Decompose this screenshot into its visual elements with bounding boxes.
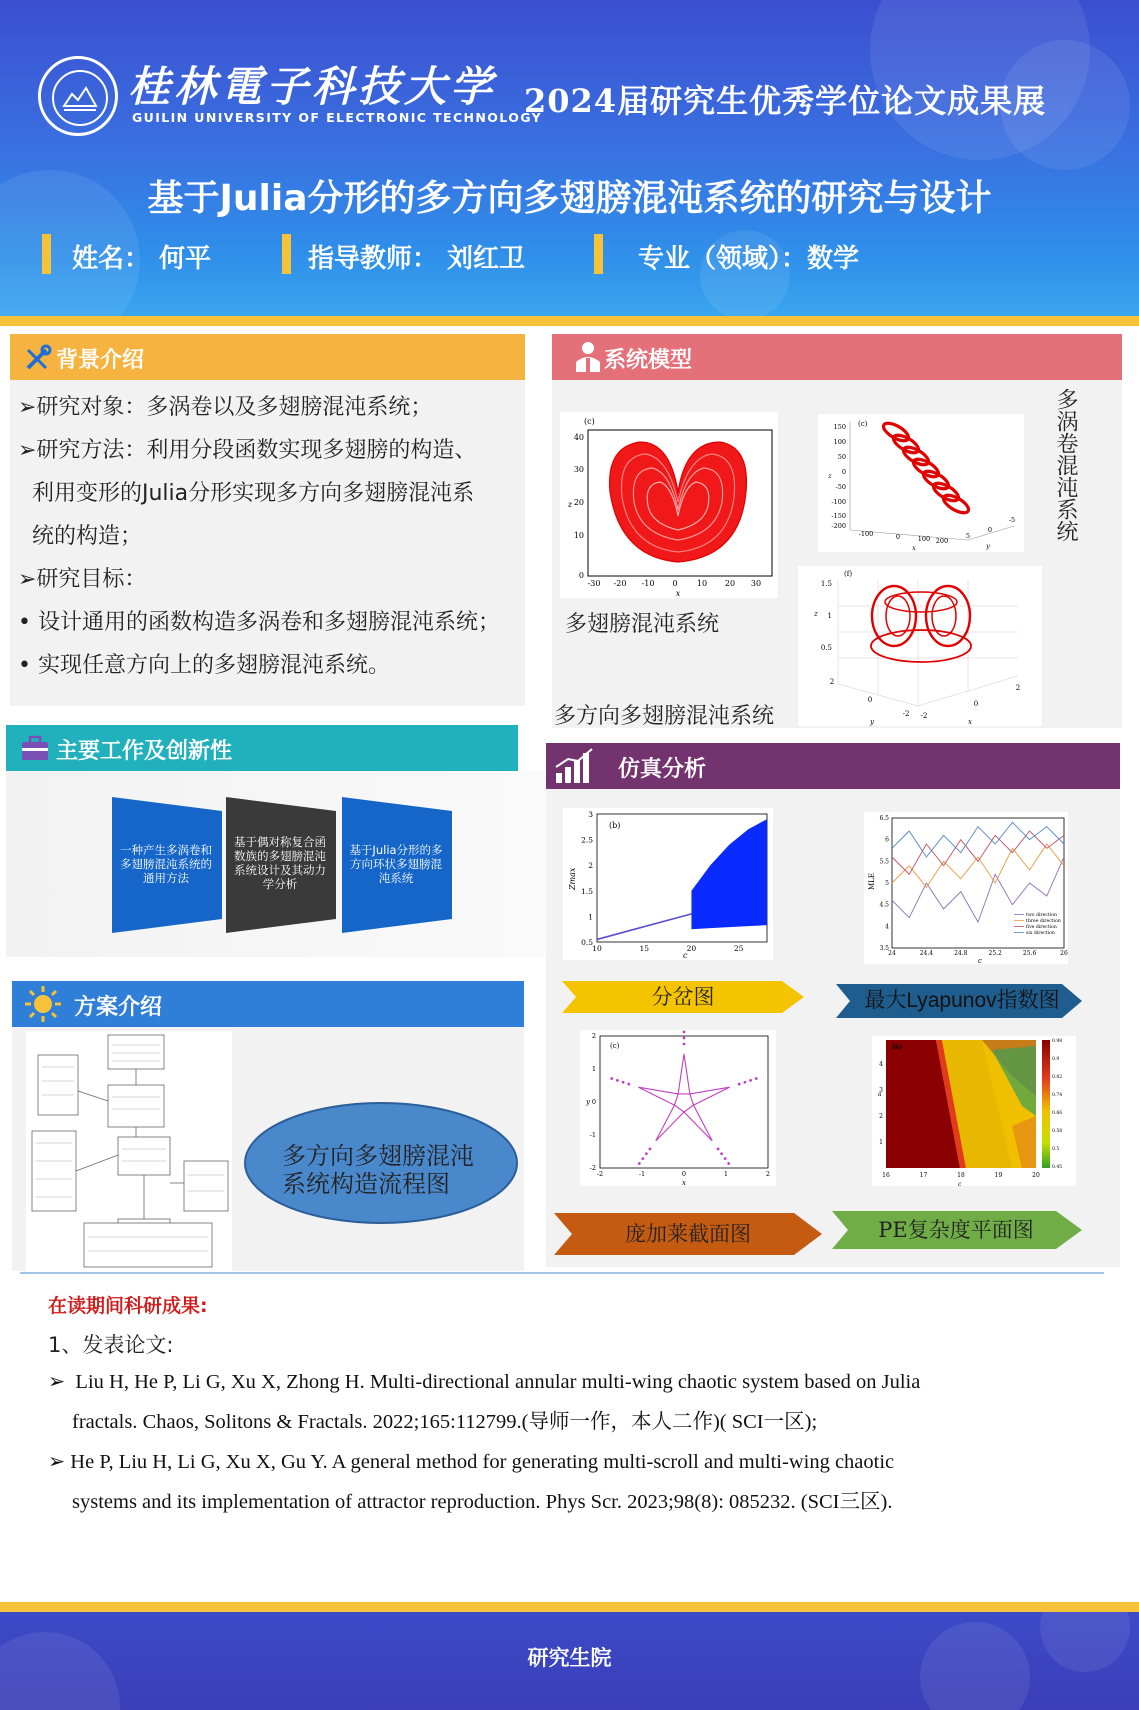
lyapunov-series	[892, 844, 1064, 887]
poincare-point	[724, 1158, 726, 1160]
flow-caption: 多方向多翅膀混沌系统构造流程图	[282, 1142, 474, 1198]
work-box-2: 基于偶对称复合函数族的多翅膀混沌系统设计及其动力学分析	[234, 835, 326, 891]
sun-icon	[24, 985, 62, 1023]
sim-title: 仿真分析	[618, 757, 707, 782]
poincare-chart	[580, 1030, 776, 1186]
poincare-arm	[638, 1087, 678, 1105]
z-tick: 150	[833, 423, 846, 431]
x-tick: 25.2	[988, 950, 1002, 957]
z-label: z	[828, 472, 832, 480]
poincare-point	[750, 1079, 752, 1081]
y-tick: 3	[588, 810, 593, 819]
x-tick: 24	[888, 950, 896, 957]
multiwing-plot	[560, 412, 778, 598]
y-tick: -2	[902, 710, 910, 718]
footer-text: 研究生院	[527, 1646, 612, 1670]
y-tick: 2	[591, 1032, 596, 1040]
y-tick: 40	[573, 433, 584, 442]
footer-divider	[0, 1602, 1139, 1612]
lyapunov-chart	[864, 812, 1068, 964]
x-tick: 25	[733, 944, 744, 953]
colorbar-tick: 0.5	[1052, 1147, 1060, 1152]
plot-label: (c)	[858, 420, 868, 428]
poincare-arm	[678, 1054, 690, 1094]
background-title: 背景介绍	[56, 348, 145, 373]
x-tick: 200	[935, 537, 949, 545]
legend-entry: two direction	[1026, 913, 1057, 918]
university-logo-inner	[52, 70, 108, 126]
major-marker	[594, 234, 603, 274]
x-tick: 17	[919, 1172, 928, 1179]
x-tick: 2	[1015, 684, 1021, 692]
x-tick: 0	[672, 579, 678, 588]
background-panel	[10, 380, 525, 706]
multiscroll-caption: 多涡卷混沌系统	[1053, 388, 1078, 542]
pe-label: PE复杂度平面图	[878, 1218, 1034, 1242]
poincare-point	[721, 1153, 723, 1155]
background-line: • 设计通用的函数构造多涡卷和多翅膀混沌系统；	[18, 610, 500, 635]
x-label: c	[978, 957, 982, 964]
lyapunov-series	[892, 831, 1064, 874]
poincare-svg	[580, 1030, 776, 1186]
achievements-subtitle: 1、发表论文:	[48, 1333, 174, 1357]
users-icon	[572, 340, 604, 374]
x-tick: 10	[592, 944, 602, 953]
x-tick: 2	[765, 1170, 771, 1178]
y-tick: 2.5	[581, 835, 593, 845]
y-tick: 5.5	[879, 858, 889, 866]
attractor-trajectory	[610, 442, 747, 562]
y-tick: 1	[591, 1065, 596, 1073]
y-tick: 0	[987, 526, 993, 534]
background-line: ➢研究对象：多涡卷以及多翅膀混沌系统；	[18, 395, 433, 420]
work-box-3: 基于Julia分形的多方向环状多翅膀混沌系统	[349, 843, 443, 885]
plot-label: (c)	[584, 417, 595, 426]
poincare-point	[728, 1163, 730, 1165]
y-tick: -2	[589, 1164, 596, 1172]
lyapunov-label: 最大Lyapunov指数图	[864, 989, 1060, 1012]
poincare-point	[717, 1148, 719, 1150]
z-tick: 100	[833, 438, 846, 446]
background-header	[10, 334, 525, 380]
briefcase-icon	[20, 734, 50, 762]
x-tick: 20	[1032, 1172, 1040, 1179]
multiwing-caption: 多翅膀混沌系统	[565, 612, 720, 637]
poincare-point	[642, 1158, 644, 1160]
x-tick: 1	[723, 1170, 729, 1178]
y-tick: 5	[965, 532, 971, 540]
poincare-point	[755, 1078, 757, 1080]
bifurcation-chart	[563, 808, 773, 960]
y-tick: 5	[885, 880, 889, 887]
bifurcation-label: 分岔图	[651, 985, 715, 1009]
header-divider	[0, 316, 1139, 326]
poincare-arm	[656, 1105, 684, 1141]
poincare-point	[617, 1079, 619, 1081]
x-tick: -1	[638, 1170, 646, 1178]
poincare-arm	[690, 1087, 730, 1105]
x-tick: -20	[613, 579, 627, 588]
x-label: x	[968, 718, 972, 726]
background-line: ➢研究目标：	[18, 567, 147, 592]
z-label: z	[814, 610, 818, 618]
x-tick: 19	[994, 1172, 1003, 1179]
multidirection-attractor	[798, 566, 1042, 726]
x-tick: 100	[917, 535, 931, 543]
work-box-1: 一种产生多涡卷和多翅膀混沌系统的通用方法	[120, 843, 212, 885]
z-tick: -200	[831, 522, 846, 530]
y-tick: 0.5	[581, 938, 593, 947]
x-tick: 24.8	[954, 950, 968, 957]
university-name-cn: 桂林電子科技大学	[128, 62, 497, 111]
y-tick: 20	[573, 498, 584, 507]
y-tick: 2	[829, 678, 835, 686]
poincare-point	[744, 1081, 746, 1083]
major: 专业（领域）：数学	[638, 244, 860, 274]
z-tick: 1.5	[820, 580, 832, 588]
y-label: z	[567, 500, 573, 509]
chart-label: (b)	[609, 821, 621, 830]
x-label: x	[912, 544, 916, 552]
name-marker	[42, 234, 51, 274]
advisor-marker	[282, 234, 291, 274]
x-tick: 24.4	[919, 950, 934, 957]
y-label: y	[870, 718, 874, 726]
poincare-point	[738, 1083, 740, 1085]
poincare-point	[645, 1153, 647, 1155]
bifurcation-series-2	[691, 819, 767, 929]
multidirection-trajectory	[871, 586, 971, 662]
z-tick: -50	[835, 483, 846, 491]
legend-entry: three direction	[1026, 919, 1061, 924]
university-name-en: GUILIN UNIVERSITY OF ELECTRONIC TECHNOLOGY	[132, 110, 543, 125]
y-tick: 10	[573, 531, 584, 540]
reference-1-line-1: ➢ Liu H, He P, Li G, Xu X, Zhong H. Multi-directional annular multi-wing chaotic system based on Julia	[48, 1371, 921, 1393]
reference-2-line-2: systems and its implementation of attractor reproduction. Phys Scr. 2023;98(8): 085232. (SCI三区).	[72, 1491, 893, 1513]
logo-emblem-icon	[54, 72, 106, 124]
x-tick: 20	[724, 579, 736, 588]
plot-label: (f)	[844, 570, 853, 578]
multiscroll-plot	[818, 414, 1024, 552]
scroll-rings	[881, 420, 971, 516]
model-title: 系统模型	[604, 348, 693, 373]
reference-1-line-2: fractals. Chaos, Solitons & Fractals. 2022;165:112799.(导师一作，本人二作)( SCI一区);	[72, 1411, 818, 1433]
y-tick: -5	[1008, 516, 1016, 524]
y-tick: 1	[588, 912, 593, 922]
work-header	[6, 725, 518, 771]
poincare-point	[649, 1148, 651, 1150]
y-tick: 0	[591, 1098, 596, 1106]
lyapunov-svg	[864, 812, 1068, 964]
legend-entry: six direction	[1026, 931, 1055, 936]
poincare-point	[611, 1078, 613, 1080]
y-label: a	[878, 1091, 882, 1098]
y-tick: 4	[879, 1061, 883, 1068]
x-tick: 26	[1060, 950, 1068, 957]
y-tick: 2	[879, 1113, 883, 1120]
achievements-title: 在读期间科研成果:	[48, 1295, 208, 1317]
y-tick: 6.5	[879, 815, 889, 822]
y-label: y	[586, 1098, 590, 1106]
legend-entry: five direction	[1026, 925, 1057, 930]
x-tick: 20	[686, 944, 697, 953]
poincare-arm	[684, 1105, 712, 1141]
chart-label: (b)	[892, 1044, 902, 1051]
x-tick: -30	[587, 579, 601, 588]
achievements-divider	[20, 1272, 1104, 1274]
z-tick: 0	[841, 468, 846, 476]
colorbar-tick: 0.45	[1052, 1165, 1063, 1170]
x-tick: 15	[639, 944, 649, 953]
colorbar	[1042, 1040, 1050, 1168]
advisor-name: 指导教师： 刘红卫	[308, 244, 526, 274]
x-tick: 10	[696, 579, 708, 588]
chart-label: (c)	[610, 1042, 620, 1050]
model-header	[552, 334, 1122, 380]
x-tick: -10	[641, 579, 655, 588]
flowchart-diagram	[26, 1031, 232, 1271]
y-label: MLE	[868, 873, 876, 890]
x-label: c	[958, 1181, 962, 1186]
z-tick: -100	[831, 498, 846, 506]
colorbar-tick: 0.58	[1052, 1129, 1063, 1134]
z-tick: 1	[827, 612, 832, 620]
colorbar-tick: 0.82	[1052, 1075, 1063, 1080]
background-line: ➢研究方法：利用分段函数实现多翅膀的构造、	[18, 438, 477, 463]
colorbar-tick: 0.9	[1052, 1057, 1060, 1062]
x-tick: 16	[882, 1172, 890, 1179]
multiwing-attractor	[560, 412, 778, 598]
y-label: Zmax	[568, 867, 577, 890]
colorbar-tick: 0.74	[1052, 1093, 1063, 1098]
poincare-point	[628, 1083, 630, 1085]
student-name: 姓名： 何平	[72, 244, 212, 274]
multiscroll-attractor	[818, 414, 1024, 552]
flowchart-image	[26, 1031, 232, 1271]
poincare-point	[622, 1081, 624, 1083]
x-tick: 0	[973, 700, 979, 708]
y-tick: 2	[588, 861, 593, 871]
bifurcation-series-1	[597, 914, 691, 940]
multidirection-caption: 多方向多翅膀混沌系统	[554, 704, 775, 729]
x-label: x	[675, 589, 681, 598]
y-tick: 0	[867, 696, 873, 704]
colorbar-tick: 0.98	[1052, 1039, 1063, 1044]
y-tick: 4.5	[879, 901, 889, 909]
bar-chart-icon	[554, 747, 596, 785]
background-line: • 实现任意方向上的多翅膀混沌系统。	[18, 653, 390, 678]
pe-svg	[872, 1036, 1076, 1186]
scheme-title: 方案介绍	[74, 995, 163, 1020]
scheme-header	[12, 981, 524, 1027]
poincare-point	[638, 1163, 640, 1165]
y-tick: 1.5	[581, 886, 593, 896]
y-tick: 4	[885, 923, 889, 931]
bifurcation-svg	[563, 808, 773, 960]
pe-chart	[872, 1036, 1076, 1186]
y-tick: 1	[879, 1139, 883, 1146]
poincare-point	[683, 1043, 685, 1045]
y-tick: 3	[879, 1087, 883, 1094]
x-tick: 25.6	[1022, 950, 1037, 957]
z-tick: 50	[837, 453, 846, 461]
x-tick: 0	[681, 1170, 687, 1178]
y-tick: 0	[578, 571, 584, 580]
background-line: 统的构造；	[18, 524, 142, 549]
colorbar-tick: 0.66	[1052, 1111, 1063, 1116]
work-title: 主要工作及创新性	[56, 739, 233, 764]
x-tick: -2	[596, 1170, 604, 1178]
sim-header	[546, 743, 1120, 789]
z-tick: -150	[831, 512, 846, 520]
z-tick: 0.5	[820, 644, 832, 652]
poincare-label: 庞加莱截面图	[625, 1222, 751, 1246]
x-tick: 30	[750, 579, 762, 588]
multidirection-plot	[798, 566, 1042, 726]
tools-icon	[24, 344, 52, 372]
y-tick: 30	[573, 465, 584, 474]
thesis-title: 基于Julia分形的多方向多翅膀混沌系统的研究与设计	[147, 178, 992, 219]
x-tick: 0	[895, 533, 901, 541]
x-tick: 18	[957, 1172, 965, 1179]
x-label: c	[683, 951, 688, 960]
y-tick: 6	[885, 836, 889, 844]
y-label: y	[986, 542, 990, 550]
poincare-point	[683, 1037, 685, 1039]
x-tick: -100	[858, 530, 874, 538]
x-tick: -2	[920, 712, 928, 720]
y-tick: 3.5	[879, 945, 889, 952]
x-label: x	[682, 1179, 686, 1186]
background-line: 利用变形的Julia分形实现多方向多翅膀混沌系	[18, 481, 475, 506]
exhibition-title: 2024届研究生优秀学位论文成果展	[524, 82, 1047, 120]
poincare-point	[683, 1031, 685, 1033]
y-tick: -1	[589, 1131, 596, 1139]
reference-2-line-1: ➢ He P, Liu H, Li G, Xu X, Gu Y. A general method for generating multi-scroll and multi-wing chaotic	[48, 1451, 895, 1473]
